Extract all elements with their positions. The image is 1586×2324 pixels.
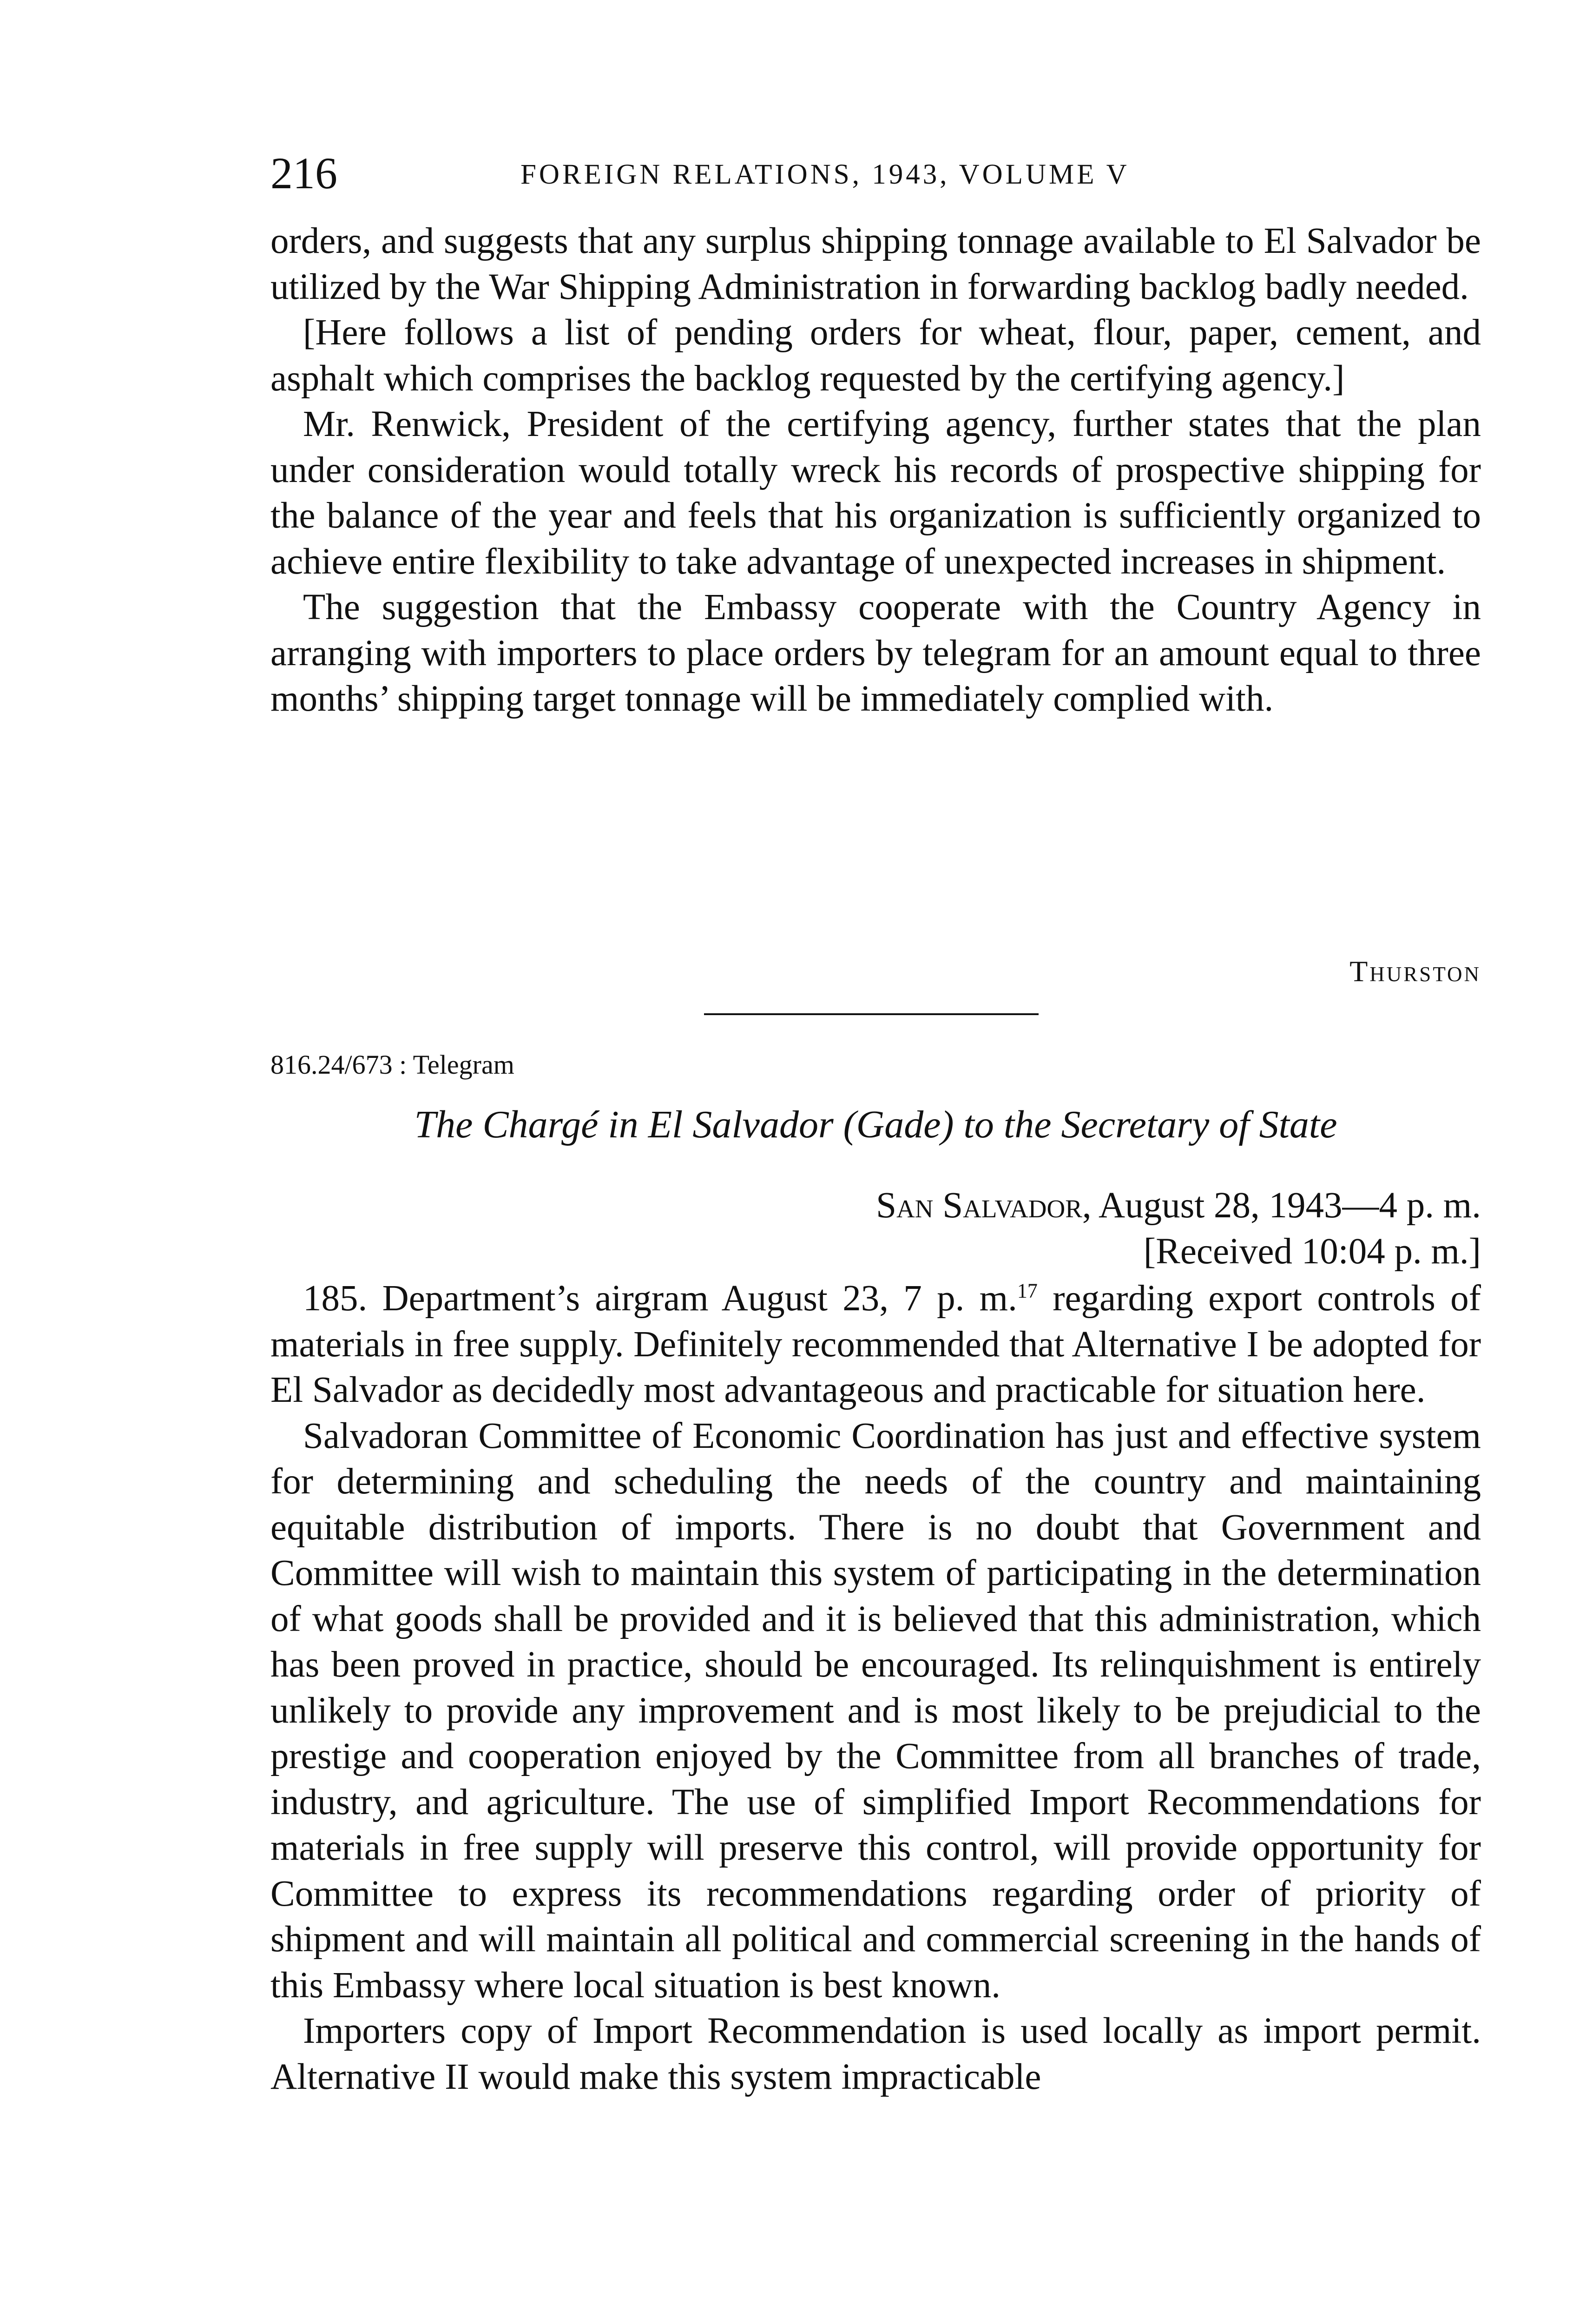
paragraph-renwick: Mr. Renwick, President of the certifying agency, further states that the plan under consideration would totally wreck his records of prospective shipping for the balance of the year and feels that his organization is sufficiently organized to achieve entire flexibility to take advantage of unexpected increases in shipment. xyxy=(270,404,1481,582)
document-heading: The Chargé in El Salvador (Gade) to the Secretary of State xyxy=(414,1103,1337,1146)
received-time: [Received 10:04 p. m.] xyxy=(1143,1231,1481,1272)
paragraph-committee: Salvadoran Committee of Economic Coordination has just and effective system for determining and scheduling the needs of the country and maintaining equitable distribution of imports. There is no doubt that Government and Committee will wish to maintain this system of participating in the determination of what goods shall be provided and it is believed that this administration, which has been proved in practice, should be encouraged. Its relinquishment is entirely unlikely to provide any improvement and is most likely to be prejudicial to the prestige and cooperation enjoyed by the Committee from all branches of trade, industry, and agriculture. The use of simplified Import Recommendations for materials in free supply will preserve this control, will provide opportunity for Committee to express its recommendations regarding order of priority of shipment and will maintain all political and commercial screening in the hands of this Embassy where local situation is best known. xyxy=(270,1415,1481,2006)
paragraph-editorial-note: [Here follows a list of pending orders for wheat, flour, paper, cement, and asphalt which comprises the backlog requested by the certifying agency.] xyxy=(270,312,1481,399)
section-divider xyxy=(704,1013,1039,1015)
paragraph-embassy-suggestion: The suggestion that the Embassy cooperate with the Country Agency in arranging with importers to place orders by telegram for an amount equal to three months’ shipping target tonnage will be immediately complied with. xyxy=(270,587,1481,719)
dateline xyxy=(876,1183,1481,1274)
running-header-title: FOREIGN RELATIONS, 1943, VOLUME V xyxy=(520,159,1130,190)
first-section-text xyxy=(270,218,1481,722)
telegram-opening-paragraph: 185. Department’s airgram August 23, 7 p. m.$^{17}$ regarding export controls of materials in free supply. Definitely recommended that Alternative I be adopted for El Salvador as decidedly most advantageous and practicable for situation here. xyxy=(270,1278,1481,1410)
signature: Thurston xyxy=(1349,955,1481,988)
paragraph-import-permit: Importers copy of Import Recommendation is used locally as import permit. Alternative II would make this system impracticable xyxy=(270,2011,1481,2097)
paragraph-continued: orders, and suggests that any surplus shipping tonnage available to El Salvador be utilized by the War Shipping Administration in forwarding backlog badly needed. xyxy=(270,221,1481,307)
dateline-place: San Salvador xyxy=(876,1185,1082,1226)
file-reference: 816.24/673 : Telegram xyxy=(270,1050,514,1080)
footnote-reference: 17 xyxy=(1017,1279,1038,1302)
dateline-date: , August 28, 1943—4 p. m. xyxy=(1082,1185,1481,1226)
telegram-body xyxy=(270,1276,1481,2100)
page-number: 216 xyxy=(270,148,337,198)
